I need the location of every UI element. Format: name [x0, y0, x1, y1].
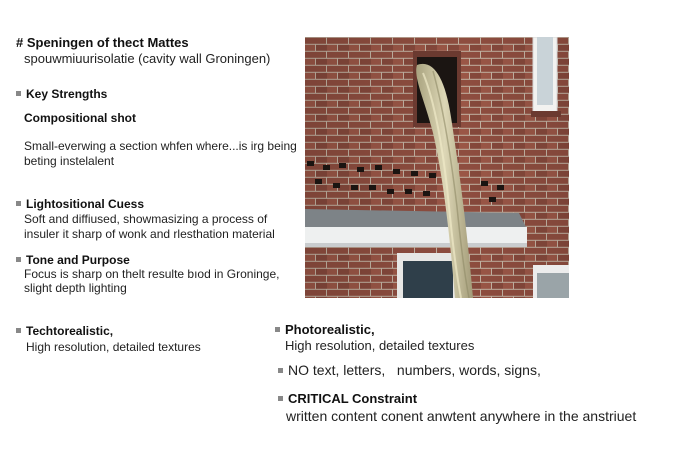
- tone-line-2: slight depth lighting: [24, 281, 127, 295]
- key-strengths-line-1: Small-everwing a section whfen where...is irg being: [24, 139, 297, 153]
- techno-line: High resolution, detailed textures: [26, 340, 201, 354]
- bullet-icon: [275, 327, 280, 332]
- cavity-wall-insulation-photo: [305, 37, 569, 298]
- photoreal-label: Photorealistic,: [285, 322, 375, 337]
- key-strengths-label: Key Strengths: [26, 87, 108, 101]
- key-strengths-line-2: beting instelalent: [24, 154, 115, 168]
- compositional-shot-heading: Compositional shot: [24, 111, 136, 125]
- no-text-label: NO text, letters, numbers, words, signs,: [288, 362, 541, 378]
- photoreal-heading: [275, 322, 375, 338]
- no-text-constraint: [278, 362, 541, 379]
- lighting-line-2: insuler it sharp of wonk and rlesthation material: [24, 227, 275, 241]
- bullet-icon: [278, 368, 283, 373]
- tone-line-1: Focus is sharp on thelt resulte bıod in Groninge,: [24, 267, 280, 281]
- bullet-icon: [16, 91, 21, 96]
- critical-line: written content conent anwtent anywhere in the anstriuet: [286, 408, 637, 424]
- techno-label: Techtorealistic,: [26, 324, 114, 338]
- key-strengths-heading: [16, 87, 107, 102]
- bullet-icon: [16, 201, 21, 206]
- critical-heading: [278, 391, 417, 407]
- tone-heading: [16, 253, 130, 268]
- lighting-label: Lightositional Cuess: [26, 197, 145, 211]
- page-subtitle: spouwmiuurisolatie (cavity wall Groningen): [24, 51, 271, 66]
- page-title: # Speningen of thect Mattes: [16, 35, 189, 50]
- bullet-icon: [278, 396, 283, 401]
- critical-label: CRITICAL Constraint: [288, 391, 418, 406]
- lighting-line-1: Soft and diffiused, showmasizing a process of: [24, 212, 268, 226]
- bullet-icon: [16, 328, 21, 333]
- techno-heading: [16, 324, 113, 339]
- bullet-icon: [16, 257, 21, 262]
- lighting-heading: [16, 197, 144, 212]
- tone-label: Tone and Purpose: [26, 253, 130, 267]
- photoreal-line: High resolution, detailed textures: [285, 338, 475, 353]
